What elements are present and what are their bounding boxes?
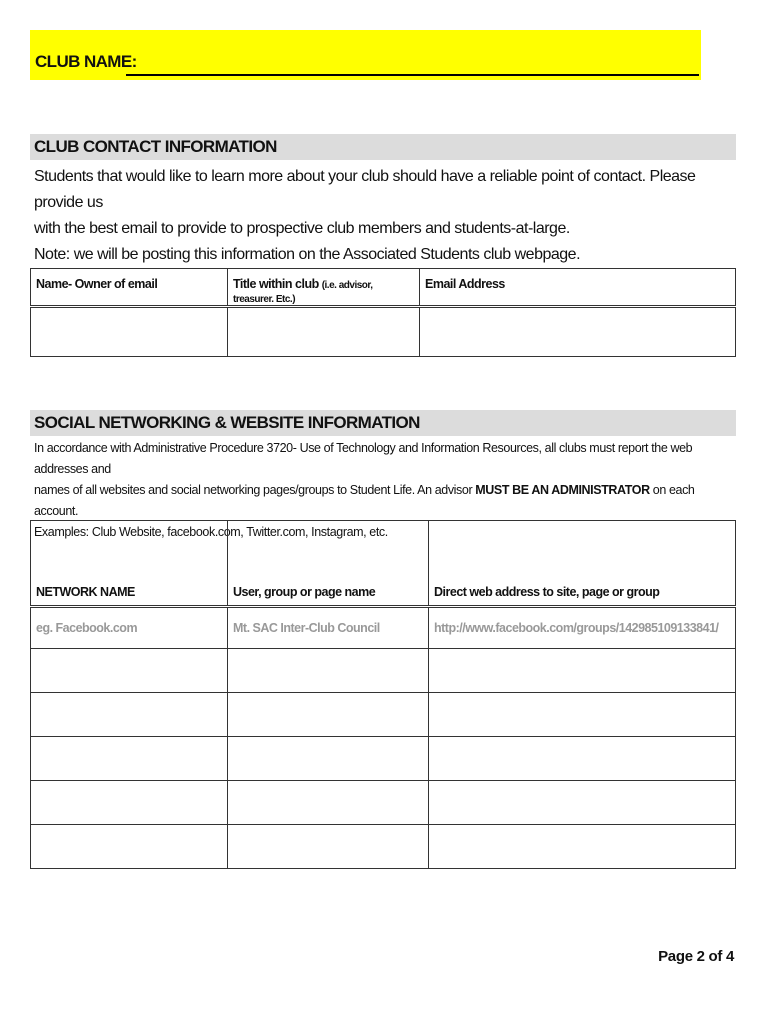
header-name-owner: Name- Owner of email (31, 269, 228, 307)
example-user: Mt. SAC Inter-Club Council (228, 607, 429, 649)
header-user-group: User, group or page name (228, 521, 429, 607)
club-name-field[interactable] (126, 74, 699, 76)
club-name-bar (30, 30, 701, 80)
contact-table (30, 268, 736, 357)
table-row (31, 607, 736, 649)
club-name-label: CLUB NAME: (35, 52, 137, 71)
social-section-heading (30, 410, 736, 436)
social-line-2: names of all websites and social networking pages/groups to Student Life. An advisor MUST BE AN ADMINISTRATOR on each account. (34, 483, 695, 518)
title-cell[interactable] (228, 307, 420, 357)
network-cell[interactable] (31, 781, 228, 825)
url-cell[interactable] (429, 781, 736, 825)
page-number: Page 2 of 4 (658, 948, 734, 965)
network-cell[interactable] (31, 737, 228, 781)
network-cell[interactable] (31, 825, 228, 869)
table-row (31, 737, 736, 781)
url-cell[interactable] (429, 649, 736, 693)
name-owner-cell[interactable] (31, 307, 228, 357)
contact-line-1: Students that would like to learn more about your club should have a reliable point of contact. Please provide us (34, 168, 696, 211)
example-url: http://www.facebook.com/groups/142985109133841/ (429, 607, 736, 649)
social-table-header (31, 521, 736, 607)
url-cell[interactable] (429, 825, 736, 869)
url-cell[interactable] (429, 693, 736, 737)
contact-table-header (31, 269, 736, 307)
table-row (31, 693, 736, 737)
user-cell[interactable] (228, 693, 429, 737)
url-cell[interactable] (429, 737, 736, 781)
social-line-3: Examples: Club Website, facebook.com, Twitter.com, Instagram, etc. (34, 525, 388, 539)
contact-heading-text: CLUB CONTACT INFORMATION (34, 137, 277, 156)
header-network-name: NETWORK NAME (31, 521, 228, 607)
table-row (31, 781, 736, 825)
example-network: eg. Facebook.com (31, 607, 228, 649)
contact-section-heading (30, 134, 736, 160)
user-cell[interactable] (228, 781, 429, 825)
social-line-1: In accordance with Administrative Procedure 3720- Use of Technology and Information Resources, all clubs must report the web addresses and (34, 441, 693, 476)
user-cell[interactable] (228, 649, 429, 693)
social-table (30, 520, 736, 869)
contact-line-2: with the best email to provide to prospective club members and students-at-large. (34, 220, 570, 237)
social-heading-text: SOCIAL NETWORKING & WEBSITE INFORMATION (34, 413, 420, 432)
user-cell[interactable] (228, 737, 429, 781)
header-web-address: Direct web address to site, page or group (429, 521, 736, 607)
contact-description (34, 164, 734, 268)
table-row (31, 307, 736, 357)
header-email-address: Email Address (420, 269, 736, 307)
contact-line-3: Note: we will be posting this information on the Associated Students club webpage. (34, 246, 581, 263)
network-cell[interactable] (31, 693, 228, 737)
header-title-within-club: Title within club (i.e. advisor, treasurer. Etc.) (228, 269, 420, 307)
table-row (31, 649, 736, 693)
table-row (31, 825, 736, 869)
user-cell[interactable] (228, 825, 429, 869)
network-cell[interactable] (31, 649, 228, 693)
email-cell[interactable] (420, 307, 736, 357)
